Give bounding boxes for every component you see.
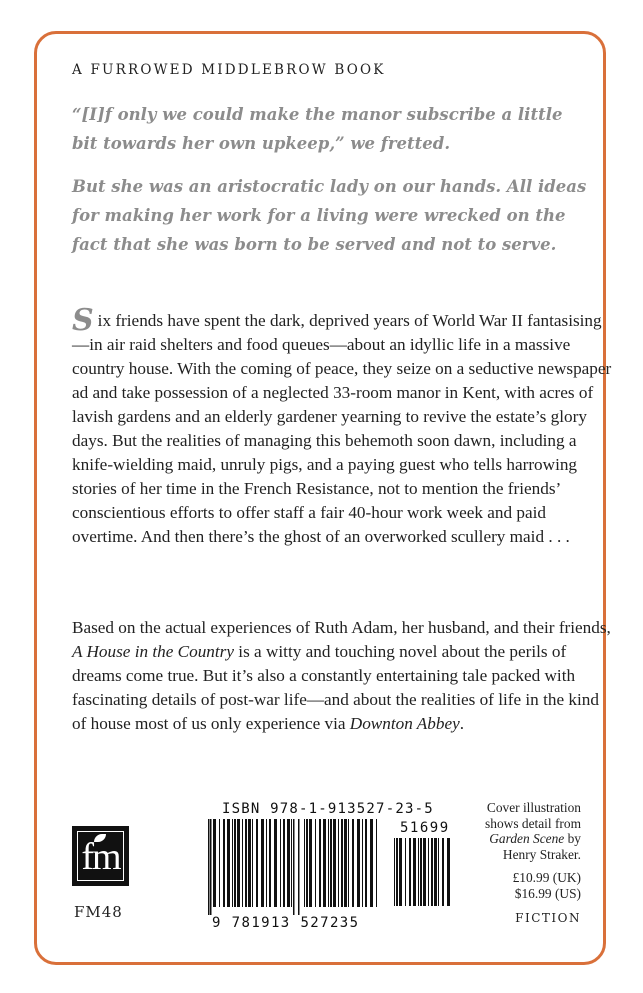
book-title: A House in the Country bbox=[72, 642, 234, 661]
barcode-bar bbox=[348, 819, 349, 907]
barcode-bar bbox=[438, 838, 439, 906]
pull-quote-1: “[I]f only we could make the manor subscribe a little bit towards her own upkeep,” we fretted. bbox=[72, 105, 563, 153]
barcode-bar bbox=[283, 819, 285, 907]
barcode-bar bbox=[237, 819, 240, 907]
barcode-bar bbox=[328, 819, 329, 907]
barcode-bar bbox=[274, 819, 277, 907]
barcode-bar bbox=[357, 819, 360, 907]
barcode-bar bbox=[269, 819, 271, 907]
barcode-bar bbox=[306, 819, 308, 907]
genre-label: FICTION bbox=[515, 911, 581, 925]
barcode-number: 9 781913 527235 bbox=[212, 915, 360, 931]
series-code: FM48 bbox=[74, 903, 123, 921]
barcode-bar bbox=[256, 819, 258, 907]
barcode-bar bbox=[323, 819, 326, 907]
cover-credit bbox=[441, 800, 581, 862]
show-title: Downton Abbey bbox=[349, 714, 460, 733]
barcode-bar bbox=[362, 819, 363, 907]
blurb-text: is a witty and touching novel about the perils of dreams come true. But it’s also a constantly entertaining tale packed with fascinating details of post-war life—and about the realities of life in the kind of house most of us only experience via bbox=[72, 642, 599, 733]
credit-line: Cover illustration bbox=[486, 800, 581, 815]
barcode-bar bbox=[319, 819, 321, 907]
logo-text: fm bbox=[81, 836, 120, 878]
barcode-bar bbox=[315, 819, 316, 907]
barcode-bar bbox=[352, 819, 354, 907]
publisher-logo bbox=[72, 826, 129, 886]
barcode-bar bbox=[252, 819, 253, 907]
barcode-bar bbox=[370, 819, 373, 907]
credit-line: shows detail from bbox=[485, 815, 581, 831]
barcode-bar bbox=[298, 819, 300, 915]
barcode-bar bbox=[227, 819, 230, 907]
barcode-bar bbox=[287, 819, 290, 907]
barcode-bar bbox=[242, 819, 243, 907]
barcode-bar bbox=[409, 838, 411, 906]
artist-name: Henry Straker. bbox=[502, 846, 581, 862]
barcode-main bbox=[204, 819, 384, 915]
blurb-paragraph-1 bbox=[72, 303, 612, 549]
barcode-bar bbox=[266, 819, 267, 907]
barcode-bar bbox=[245, 819, 247, 907]
barcode-bar bbox=[309, 819, 312, 907]
barcode-bar bbox=[291, 819, 292, 907]
barcode-bar bbox=[219, 819, 220, 907]
barcode-bar bbox=[418, 838, 419, 906]
barcode-bar bbox=[232, 819, 233, 907]
drop-cap: S bbox=[72, 303, 94, 338]
barcode-bar bbox=[261, 819, 264, 907]
barcode-bar bbox=[420, 838, 422, 906]
barcode-bar bbox=[338, 819, 339, 907]
barcode-bar bbox=[223, 819, 225, 907]
barcode-bar bbox=[333, 819, 336, 907]
artwork-title: Garden Scene bbox=[489, 831, 565, 846]
barcode-bar bbox=[304, 819, 305, 907]
barcode-bar bbox=[330, 819, 332, 907]
barcode-bar bbox=[280, 819, 281, 907]
barcode-bar bbox=[293, 819, 295, 915]
pull-quote-2: But she was an aristocratic lady on our hands. All ideas for making her work for a living were wrecked on the fact that she was born to be served and not to serve. bbox=[72, 177, 587, 254]
barcode-bar bbox=[396, 838, 398, 906]
credit-line bbox=[441, 831, 581, 847]
prices bbox=[513, 870, 581, 901]
barcode-bar bbox=[434, 838, 437, 906]
barcode-bar bbox=[341, 819, 343, 907]
price-us: $16.99 (US) bbox=[514, 885, 581, 901]
barcode-bar bbox=[344, 819, 347, 907]
barcode-bar bbox=[394, 838, 395, 906]
barcode-bar bbox=[413, 838, 416, 906]
blurb-paragraph-2 bbox=[72, 616, 612, 736]
credit-text: by bbox=[564, 831, 581, 846]
barcode-bar bbox=[208, 819, 210, 915]
barcode-bar bbox=[428, 838, 429, 906]
barcode-price-code: 51699 bbox=[400, 820, 450, 836]
barcode-bar bbox=[376, 819, 377, 907]
imprint-line: A FURROWED MIDDLEBROW BOOK bbox=[72, 62, 386, 78]
barcode-bar bbox=[405, 838, 406, 906]
barcode-bar bbox=[431, 838, 433, 906]
blurb-text: Based on the actual experiences of Ruth Adam, her husband, and their friends, bbox=[72, 618, 611, 637]
barcode-bar bbox=[213, 819, 216, 907]
barcode-bar bbox=[365, 819, 367, 907]
isbn-label: ISBN 978-1-913527-23-5 bbox=[222, 801, 434, 817]
barcode-bar bbox=[234, 819, 236, 907]
blurb-text: . bbox=[459, 714, 465, 733]
barcode-bar bbox=[248, 819, 251, 907]
barcode-bar bbox=[210, 819, 212, 915]
price-uk: £10.99 (UK) bbox=[512, 870, 581, 885]
blurb-paragraph-1-text: ix friends have spent the dark, deprived years of World War II fantasising—in air raid shelters and food queues—about an idyllic life in a massive country house. With the coming of peace, they seize on a seductive newspaper ad and take possession of a neglected 33-room manor in Kent, with acres of lavish gardens and an elderly gardener yearning to revive the estate’s glory days. But the realities of managing this behemoth soon dawn, including a knife-wielding maid, unruly pigs, and a paying guest who tells harrowing stories of her time in the French Resistance, not to mention the friends’ conscientious efforts to offer staff a fair 40-hour work week and paid overtime. And then there’s the ghost of an overworked scullery maid . . . bbox=[72, 311, 612, 546]
barcode-bar bbox=[399, 838, 402, 906]
barcode-bar bbox=[423, 838, 426, 906]
